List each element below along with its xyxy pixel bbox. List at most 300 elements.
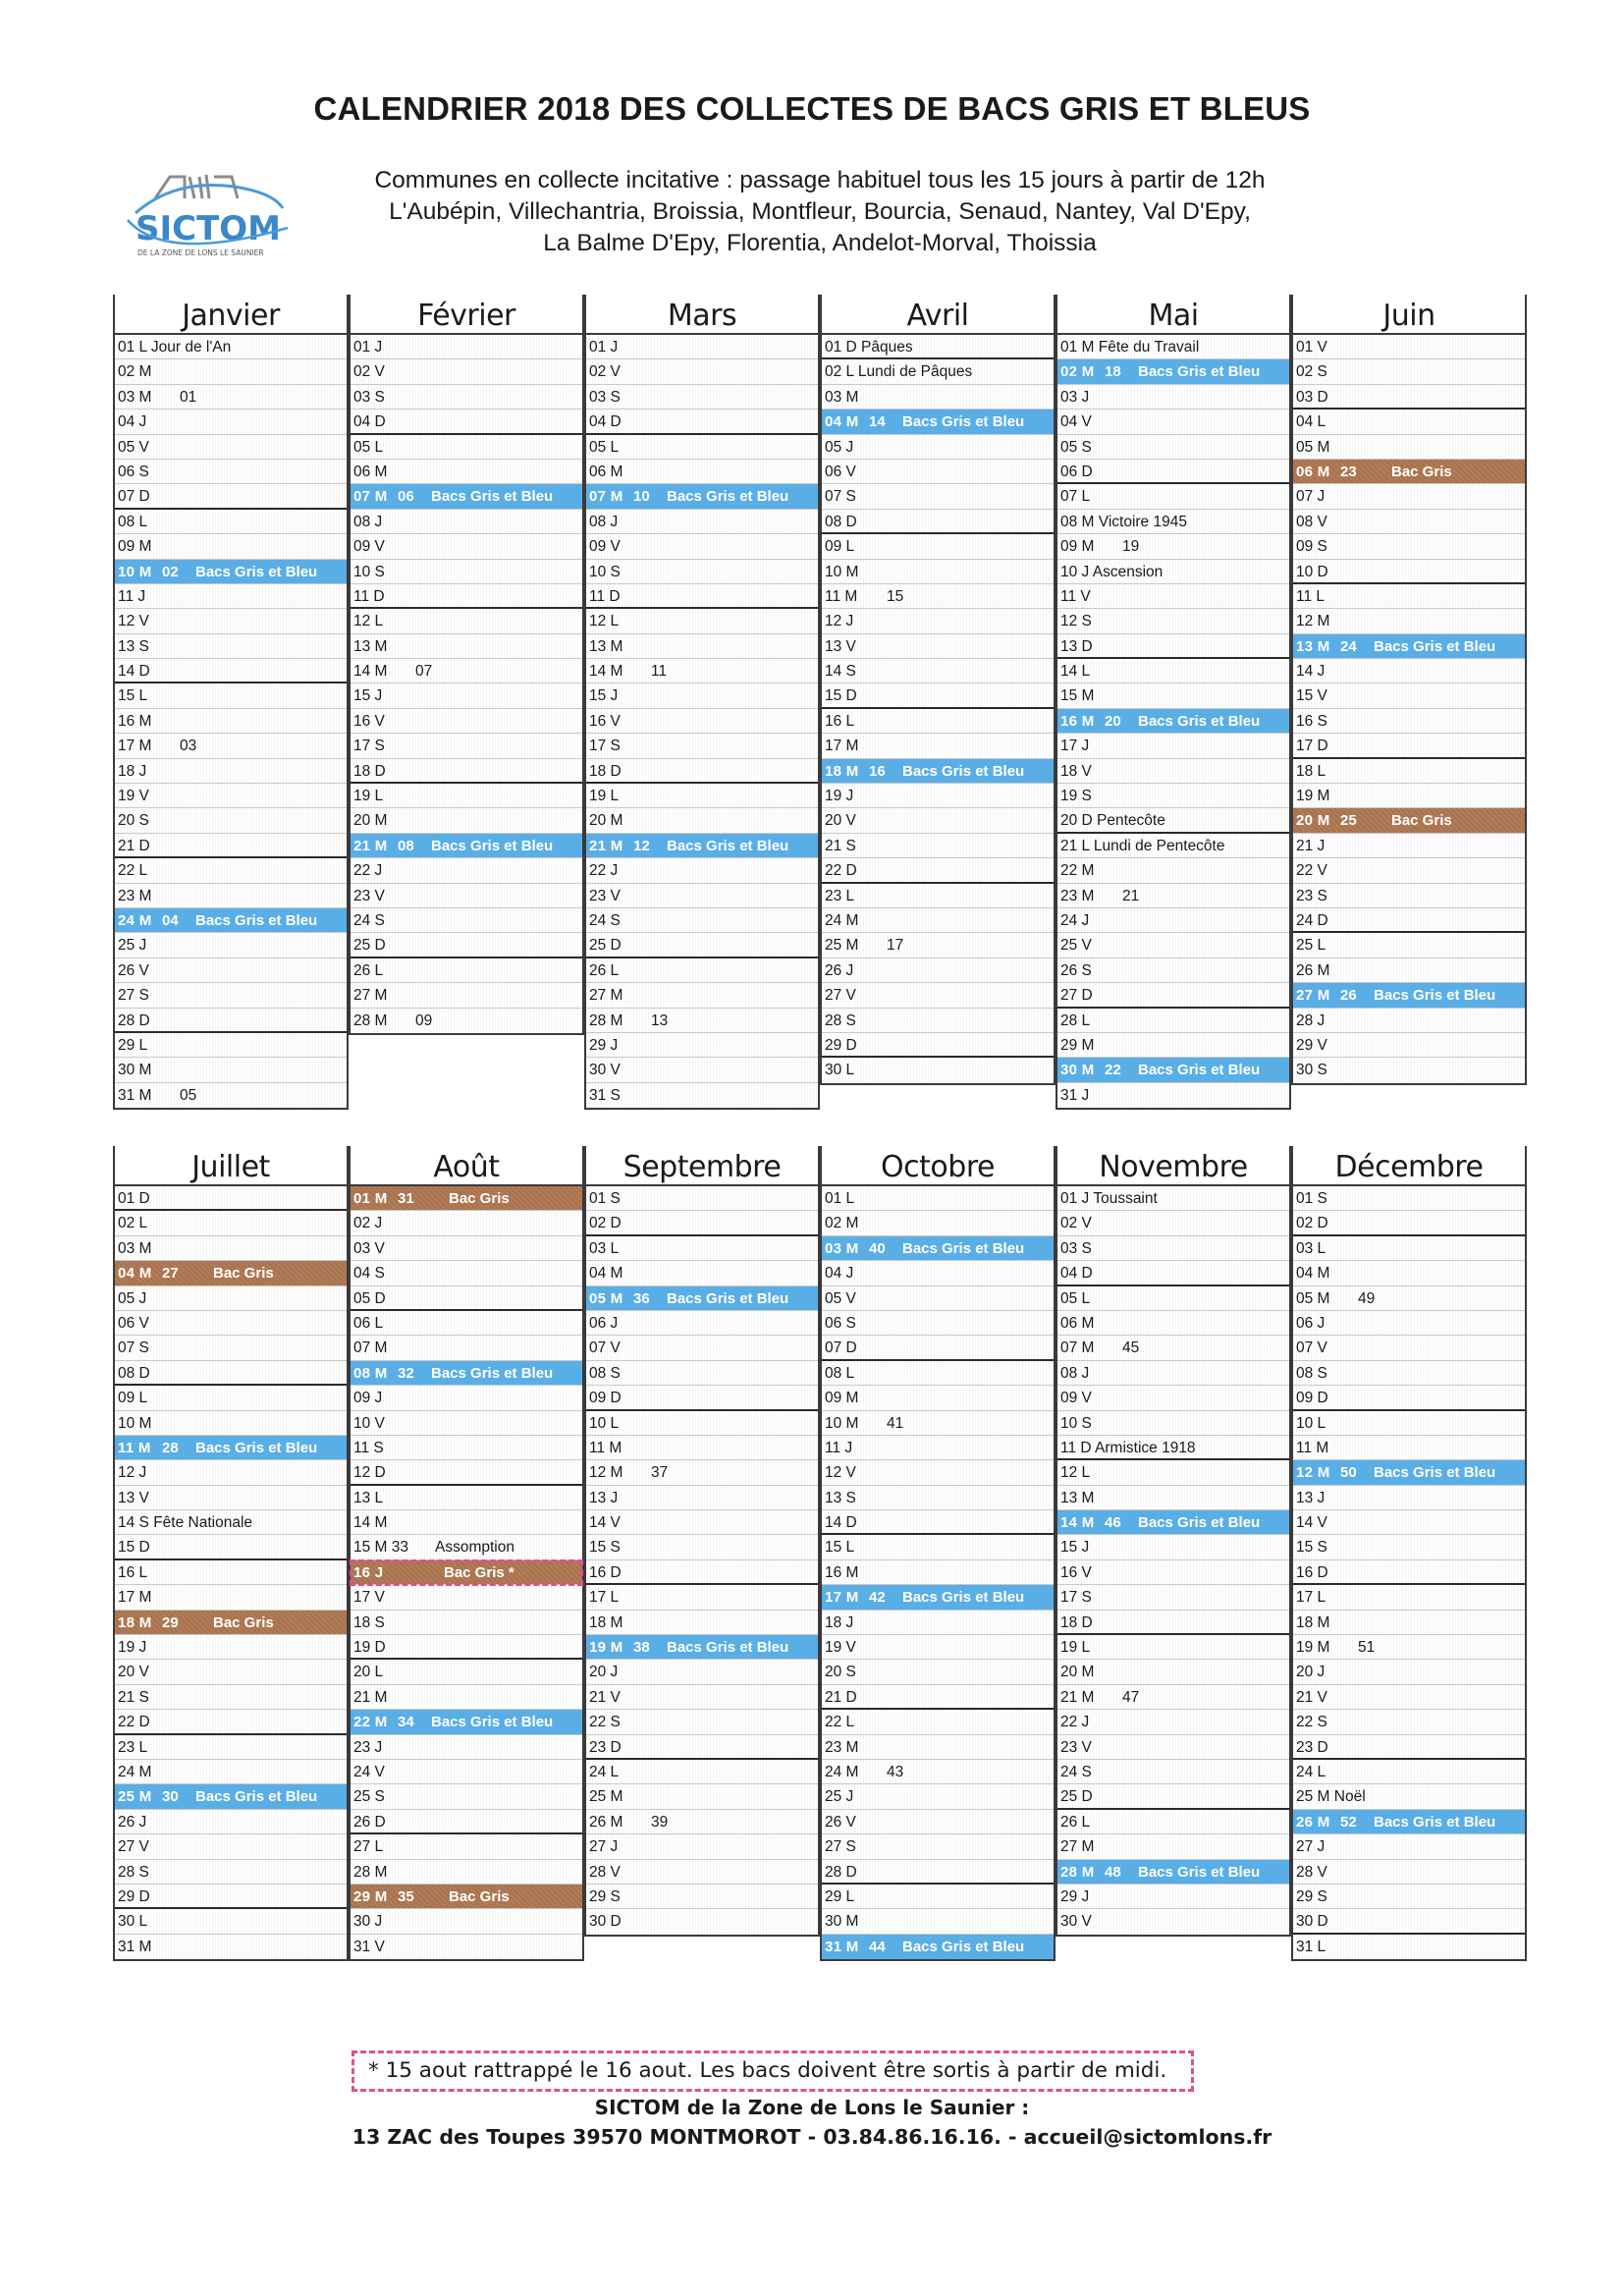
day-label: 30 M — [825, 1913, 859, 1931]
day-row — [115, 1560, 347, 1585]
day-label: 04 M — [825, 413, 859, 431]
day-row — [115, 1261, 347, 1285]
day-label: 06 L — [353, 1314, 384, 1332]
week-number: 32 — [398, 1364, 414, 1382]
month-name: Janvier — [113, 295, 349, 333]
day-label: 08 V — [1296, 513, 1327, 530]
week-number: 05 — [180, 1086, 197, 1104]
day-label: 21 J — [1296, 837, 1326, 854]
week-number: 52 — [1340, 1813, 1357, 1831]
month-9 — [584, 1146, 820, 1937]
day-row — [822, 759, 1054, 784]
day-label: 06 M — [1296, 463, 1330, 480]
day-row — [586, 1909, 818, 1934]
week-number: 11 — [651, 663, 668, 681]
day-row — [115, 1535, 347, 1559]
day-label: 11 M — [589, 1439, 623, 1456]
day-label: 03 S — [353, 388, 385, 406]
day-label: 18 J — [118, 762, 147, 780]
day-row — [822, 410, 1054, 434]
day-label: 12 M — [1296, 1464, 1330, 1482]
day-label: 19 L — [1060, 1639, 1091, 1657]
day-row — [822, 908, 1054, 933]
day-label: 28 L — [1060, 1011, 1091, 1029]
day-label: 12 M — [589, 1464, 623, 1482]
collection-tag: Bac Gris — [1391, 463, 1452, 480]
day-label: 16 L — [118, 1563, 148, 1581]
day-row — [1293, 1361, 1525, 1386]
day-label: 04 M — [589, 1265, 623, 1283]
day-label: 01 V — [1296, 339, 1327, 355]
collection-tag: Bac Gris * — [444, 1563, 514, 1581]
day-label: 28 D — [118, 1011, 150, 1029]
day-row — [586, 858, 818, 883]
day-label: 21 M — [353, 1688, 388, 1706]
footer-contact: 13 ZAC des Toupes 39570 MONTMOROT - 03.84.86.16.16. - accueil@sictomlons.fr — [352, 2125, 1272, 2149]
month-days — [113, 1184, 349, 1961]
day-label: 29 V — [1296, 1036, 1327, 1054]
day-label: 11 M — [1296, 1439, 1329, 1456]
day-row — [1057, 1535, 1289, 1559]
day-row — [586, 484, 818, 509]
day-row — [1057, 858, 1289, 883]
day-label: 22 J — [589, 862, 619, 880]
collection-tag: Bacs Gris et Bleu — [1374, 637, 1496, 655]
day-row — [115, 410, 347, 434]
day-label: 03 S — [589, 388, 621, 406]
day-label: 18 S — [353, 1613, 385, 1631]
day-row — [1293, 1810, 1525, 1834]
day-row — [586, 335, 818, 359]
day-label: 17 M — [118, 738, 152, 755]
day-row — [822, 683, 1054, 708]
day-label: 30 M — [118, 1062, 152, 1079]
day-label: 11 L — [1296, 587, 1326, 605]
day-row — [1057, 1784, 1289, 1809]
week-number: 12 — [633, 837, 650, 854]
month-6 — [1291, 295, 1527, 1085]
week-number: 02 — [162, 563, 179, 580]
day-label: 17 D — [1296, 738, 1328, 755]
week-number: 17 — [887, 937, 904, 955]
day-row — [351, 1486, 582, 1510]
day-label: 28 V — [1296, 1863, 1327, 1881]
collection-tag: Bacs Gris et Bleu — [1374, 987, 1496, 1005]
day-label: 09 L — [825, 538, 855, 556]
month-name: Octobre — [820, 1146, 1056, 1184]
day-row — [351, 484, 582, 509]
day-label: 24 L — [1296, 1763, 1326, 1780]
day-label: 24 M — [118, 911, 152, 929]
day-label: 08 S — [1296, 1364, 1327, 1382]
day-label: 27 M — [589, 987, 623, 1005]
day-label: 19 M — [589, 1639, 623, 1657]
day-row — [822, 1058, 1054, 1082]
day-label: 13 V — [825, 637, 856, 655]
day-label: 15 S — [589, 1539, 621, 1557]
day-label: 14 S — [825, 663, 856, 681]
month-12 — [1291, 1146, 1527, 1961]
day-row — [822, 510, 1054, 534]
day-row — [822, 1009, 1054, 1033]
sictom-logo — [116, 169, 312, 267]
day-label: 20 M — [589, 812, 623, 830]
day-label: 22 J — [353, 862, 383, 880]
day-label: 27 S — [118, 987, 149, 1005]
day-row — [351, 1760, 582, 1784]
collection-tag: Bac Gris — [1391, 812, 1452, 830]
week-number: 40 — [869, 1239, 886, 1257]
day-label: 22 M — [1060, 862, 1095, 880]
day-row — [1293, 1560, 1525, 1585]
day-label: 29 L — [825, 1887, 855, 1905]
day-label: 02 L Lundi de Pâques — [825, 363, 973, 381]
day-row — [1293, 1834, 1525, 1859]
day-row — [586, 1261, 818, 1285]
day-label: 26 M — [589, 1813, 623, 1831]
day-label: 26 S — [1060, 961, 1092, 979]
day-row — [822, 933, 1054, 957]
day-label: 20 M — [1060, 1664, 1095, 1681]
day-row — [822, 1685, 1054, 1710]
day-row — [1057, 1660, 1289, 1684]
day-label: 02 M — [825, 1215, 859, 1232]
day-row — [822, 1486, 1054, 1510]
month-name: Avril — [820, 295, 1056, 333]
day-label: 08 J — [589, 513, 619, 530]
day-label: 20 D Pentecôte — [1060, 812, 1165, 830]
week-number: 16 — [869, 762, 886, 780]
month-5 — [1056, 295, 1291, 1110]
day-row — [1293, 1535, 1525, 1559]
day-label: 10 M — [825, 563, 859, 580]
day-label: 27 L — [353, 1838, 384, 1856]
month-name: Mars — [584, 295, 820, 333]
day-label: 13 S — [118, 637, 149, 655]
day-label: 06 M — [589, 463, 623, 480]
day-label: 17 S — [589, 738, 621, 755]
collection-tag: Bacs Gris et Bleu — [431, 837, 554, 854]
day-label: 18 M — [1296, 1613, 1330, 1631]
day-row — [351, 1685, 582, 1710]
day-label: 01 J — [589, 339, 619, 355]
day-row — [1057, 1411, 1289, 1436]
collection-tag: Bac Gris — [213, 1265, 274, 1283]
day-row — [586, 1885, 818, 1909]
day-row — [115, 1033, 347, 1058]
day-label: 27 M — [1296, 987, 1330, 1005]
collection-tag: Bacs Gris et Bleu — [1138, 363, 1261, 381]
day-row — [115, 1486, 347, 1510]
day-row — [822, 1810, 1054, 1834]
day-label: 27 V — [118, 1838, 149, 1856]
month-8 — [349, 1146, 584, 1961]
day-row — [586, 1760, 818, 1784]
week-number: 27 — [162, 1265, 179, 1283]
day-label: 13 J — [1296, 1489, 1326, 1506]
day-label: 17 M — [825, 738, 859, 755]
day-label: 15 L — [825, 1539, 855, 1557]
day-row — [351, 1885, 582, 1909]
day-label: 18 M — [118, 1613, 152, 1631]
subtitle — [329, 165, 1311, 259]
day-label: 13 L — [353, 1489, 384, 1506]
day-row — [822, 1236, 1054, 1261]
day-label: 10 D — [1296, 563, 1328, 580]
day-row — [115, 1361, 347, 1386]
day-label: 28 M — [353, 1011, 388, 1029]
day-label: 21 V — [1296, 1688, 1327, 1706]
month-days — [584, 333, 820, 1110]
day-row — [586, 1058, 818, 1082]
day-label: 21 V — [589, 1688, 621, 1706]
day-label: 28 M — [353, 1863, 388, 1881]
day-label: 11 D — [353, 587, 385, 605]
day-row — [351, 1186, 582, 1211]
day-row — [1293, 1784, 1525, 1809]
day-row — [1057, 1386, 1289, 1410]
day-row — [822, 1784, 1054, 1809]
day-label: 17 L — [1296, 1589, 1326, 1607]
day-row — [1293, 784, 1525, 808]
day-row — [1293, 1635, 1525, 1660]
day-row — [1293, 1660, 1525, 1684]
day-label: 20 J — [589, 1664, 619, 1681]
day-row — [351, 1810, 582, 1834]
day-label: 07 V — [1296, 1339, 1327, 1357]
day-label: 12 L — [589, 613, 620, 630]
day-row — [1057, 1058, 1289, 1082]
day-label: 12 L — [1060, 1464, 1091, 1482]
day-row — [115, 1510, 347, 1535]
day-row — [586, 1585, 818, 1610]
day-row — [1057, 484, 1289, 509]
day-label: 23 S — [1296, 887, 1327, 904]
month-name: Février — [349, 295, 584, 333]
day-label: 14 S Fête Nationale — [118, 1514, 253, 1532]
day-label: 11 M — [825, 587, 858, 605]
day-row — [1293, 534, 1525, 559]
day-label: 08 D — [825, 513, 857, 530]
day-label: 31 J — [1060, 1086, 1090, 1104]
day-label: 31 M — [825, 1938, 859, 1955]
week-number: 09 — [415, 1011, 433, 1029]
day-row — [586, 1685, 818, 1710]
day-row — [115, 1411, 347, 1436]
day-row — [586, 510, 818, 534]
day-row — [822, 1660, 1054, 1684]
day-label: 25 J — [825, 1788, 854, 1806]
day-row — [822, 460, 1054, 484]
collection-tag: Bacs Gris et Bleu — [195, 1788, 318, 1806]
week-number: 36 — [633, 1289, 650, 1307]
day-row — [822, 1411, 1054, 1436]
day-row — [1293, 808, 1525, 833]
day-label: 30 D — [1296, 1913, 1328, 1931]
day-label: 24 L — [589, 1763, 620, 1780]
day-row — [1293, 1760, 1525, 1784]
day-row — [586, 1635, 818, 1660]
day-row — [1057, 1286, 1289, 1311]
day-row — [1293, 1186, 1525, 1211]
day-row — [1293, 1885, 1525, 1909]
day-row — [1293, 1710, 1525, 1734]
day-label: 05 S — [1060, 438, 1092, 456]
day-label: 17 M — [118, 1589, 152, 1607]
day-row — [586, 584, 818, 609]
day-label: 13 M — [353, 637, 388, 655]
month-7 — [113, 1146, 349, 1961]
day-row — [1057, 410, 1289, 434]
week-number: 30 — [162, 1788, 179, 1806]
day-row — [1057, 1560, 1289, 1585]
day-label: 25 M — [825, 937, 859, 955]
subtitle-line: L'Aubépin, Villechantria, Broissia, Montfleur, Bourcia, Senaud, Nantey, Val D'Epy, — [389, 198, 1251, 225]
day-label: 31 L — [1296, 1938, 1326, 1955]
day-label: 13 M — [1296, 637, 1330, 655]
day-row — [1293, 1311, 1525, 1336]
day-label: 02 L — [118, 1215, 148, 1232]
day-row — [1057, 1083, 1289, 1108]
day-row — [1057, 1585, 1289, 1610]
day-label: 14 M — [353, 1514, 388, 1532]
day-row — [1293, 510, 1525, 534]
day-label: 15 D — [825, 687, 857, 705]
day-label: 29 M — [1060, 1036, 1095, 1054]
month-days — [1291, 333, 1527, 1085]
day-label: 14 D — [825, 1514, 857, 1532]
day-row — [351, 1311, 582, 1336]
day-row — [822, 1885, 1054, 1909]
day-row — [1293, 435, 1525, 460]
day-row — [586, 1436, 818, 1460]
day-row — [351, 808, 582, 833]
day-label: 27 D — [1060, 987, 1093, 1005]
day-label: 03 M — [118, 1239, 152, 1257]
day-row — [822, 1735, 1054, 1760]
day-label: 05 M — [1296, 1289, 1330, 1307]
day-label: 01 M Fête du Travail — [1060, 339, 1200, 355]
day-label: 06 S — [825, 1314, 856, 1332]
day-row — [822, 1710, 1054, 1734]
day-row — [115, 460, 347, 484]
day-label: 13 D — [1060, 637, 1093, 655]
day-row — [1293, 1486, 1525, 1510]
day-label: 11 D — [589, 587, 621, 605]
day-row — [586, 1611, 818, 1635]
day-label: 28 V — [589, 1863, 621, 1881]
svg-text:SICTOM: SICTOM — [135, 209, 282, 248]
day-row — [586, 808, 818, 833]
day-label: 31 S — [589, 1086, 621, 1104]
day-label: 05 V — [118, 438, 149, 456]
day-label: 03 M — [825, 388, 859, 406]
week-number: 15 — [887, 587, 904, 605]
day-label: 13 S — [825, 1489, 856, 1506]
day-row — [1057, 1860, 1289, 1885]
week-number: 37 — [651, 1464, 669, 1482]
day-label: 16 M — [825, 1563, 859, 1581]
day-label: 15 V — [1296, 687, 1327, 705]
day-row — [1057, 1436, 1289, 1460]
day-label: 08 M — [353, 1364, 388, 1382]
collection-tag: Bacs Gris et Bleu — [902, 413, 1025, 431]
day-label: 24 S — [353, 911, 385, 929]
week-number: 20 — [1105, 712, 1121, 730]
day-label: 06 J — [589, 1314, 619, 1332]
day-label: 03 V — [353, 1239, 385, 1257]
day-row — [115, 659, 347, 683]
collection-tag: Bac Gris — [213, 1613, 274, 1631]
day-row — [1057, 884, 1289, 908]
day-row — [586, 410, 818, 434]
day-row — [1293, 584, 1525, 609]
day-label: 07 S — [825, 488, 856, 506]
day-row — [351, 1635, 582, 1660]
day-row — [586, 634, 818, 659]
day-row — [351, 858, 582, 883]
day-row — [351, 584, 582, 609]
day-row — [1057, 560, 1289, 584]
day-row — [586, 958, 818, 983]
day-label: 16 V — [353, 712, 385, 730]
month-days — [584, 1184, 820, 1937]
day-row — [1293, 1411, 1525, 1436]
day-row — [822, 1535, 1054, 1559]
day-label: 21 M — [353, 837, 388, 854]
day-row — [115, 908, 347, 933]
day-row — [586, 534, 818, 559]
day-row — [1057, 1635, 1289, 1660]
day-label: 05 M — [1296, 438, 1330, 456]
day-label: 23 M — [1060, 887, 1095, 904]
day-label: 09 V — [589, 538, 621, 556]
day-label: 30 V — [1060, 1913, 1092, 1931]
day-label: 21 L Lundi de Pentecôte — [1060, 837, 1225, 854]
collection-tag: Bacs Gris et Bleu — [667, 488, 789, 506]
week-number: 29 — [162, 1613, 179, 1631]
day-label: 24 S — [589, 911, 621, 929]
month-11 — [1056, 1146, 1291, 1937]
day-row — [586, 1834, 818, 1859]
day-row — [1057, 1460, 1289, 1485]
day-row — [822, 1186, 1054, 1211]
day-row — [1057, 1735, 1289, 1760]
day-row — [1293, 460, 1525, 484]
day-label: 08 S — [589, 1364, 621, 1382]
day-label: 19 J — [825, 788, 854, 805]
day-label: 06 V — [825, 463, 856, 480]
day-row — [1293, 484, 1525, 509]
day-label: 22 S — [589, 1714, 621, 1731]
day-row — [115, 1860, 347, 1885]
day-row — [822, 1033, 1054, 1058]
day-row — [1293, 1909, 1525, 1934]
day-row — [1293, 1436, 1525, 1460]
day-row — [822, 784, 1054, 808]
day-label: 21 M — [1060, 1688, 1095, 1706]
day-row — [1057, 908, 1289, 933]
day-label: 26 M — [1296, 961, 1330, 979]
collection-tag: Bacs Gris et Bleu — [1138, 1863, 1261, 1881]
day-label: 23 M — [825, 1738, 859, 1756]
day-row — [351, 1784, 582, 1809]
day-label: 26 L — [589, 961, 620, 979]
day-row — [586, 1236, 818, 1261]
day-label: 29 D — [118, 1887, 150, 1905]
day-label: 13 V — [118, 1489, 149, 1506]
day-row — [822, 958, 1054, 983]
